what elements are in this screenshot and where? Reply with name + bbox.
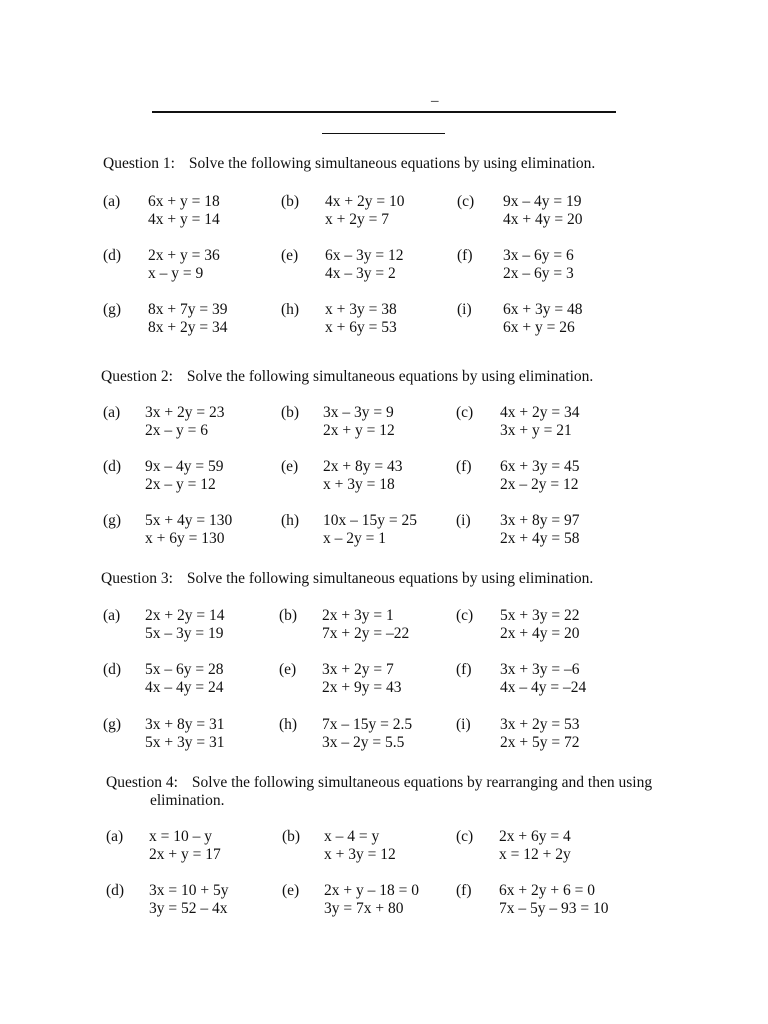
equation-2: 4x – 3y = 2 (325, 265, 396, 282)
equation-2: 2x – y = 6 (145, 422, 208, 439)
equation-1: 9x – 4y = 19 (503, 193, 582, 210)
equation-2: 3x + y = 21 (500, 422, 572, 439)
question-heading (101, 570, 593, 588)
question-instruction: Solve the following simultaneous equations by using elimination. (186, 368, 594, 385)
equation-2: 4x + y = 14 (148, 211, 220, 228)
question-heading (106, 774, 652, 792)
item-label: (f) (456, 661, 472, 678)
item-label: (a) (103, 193, 121, 210)
equation-1: x – 4 = y (324, 828, 380, 845)
equation-2: x + 6y = 130 (145, 530, 225, 547)
equation-1: 4x + 2y = 10 (325, 193, 405, 210)
equation-1: 3x + 3y = –6 (500, 661, 580, 678)
equation-2: 2x + 4y = 58 (500, 530, 580, 547)
item-label: (g) (103, 301, 122, 318)
equation-2: x = 12 + 2y (499, 846, 571, 863)
item-label: (i) (457, 301, 472, 318)
question-label: Question 1: (103, 155, 175, 172)
item-label: (c) (456, 828, 474, 845)
equation-2: x + 2y = 7 (325, 211, 389, 228)
equation-2: 7x + 2y = –22 (322, 625, 410, 642)
equation-1: 2x + y – 18 = 0 (324, 882, 419, 899)
equation-1: 3x – 3y = 9 (323, 404, 394, 421)
item-label: (a) (103, 607, 121, 624)
equation-1: 2x + y = 36 (148, 247, 220, 264)
subtitle-underline (322, 133, 445, 134)
equation-1: 3x + 8y = 31 (145, 716, 225, 733)
item-label: (f) (456, 882, 472, 899)
question-instruction: Solve the following simultaneous equations by rearranging and then using (191, 774, 653, 791)
equation-2: 2x + y = 17 (149, 846, 221, 863)
equation-2: x + 3y = 12 (324, 846, 396, 863)
item-label: (d) (106, 882, 125, 899)
equation-1: 3x + 8y = 97 (500, 512, 580, 529)
equation-1: x = 10 – y (149, 828, 212, 845)
equation-2: 3y = 7x + 80 (324, 900, 404, 917)
equation-2: 5x + 3y = 31 (145, 734, 225, 751)
question-instruction: Solve the following simultaneous equations by using elimination. (188, 155, 596, 172)
item-label: (e) (282, 882, 300, 899)
question-heading (101, 368, 593, 386)
equation-1: 3x + 2y = 23 (145, 404, 225, 421)
equation-1: 6x + y = 18 (148, 193, 220, 210)
item-label: (e) (281, 458, 299, 475)
title-underline (152, 111, 616, 113)
item-label: (b) (281, 404, 300, 421)
header-dash: – (431, 93, 439, 109)
equation-2: x – 2y = 1 (323, 530, 386, 547)
item-label: (d) (103, 247, 122, 264)
equation-1: 8x + 7y = 39 (148, 301, 228, 318)
equation-1: 6x + 3y = 45 (500, 458, 580, 475)
item-label: (f) (457, 247, 473, 264)
equation-2: 2x + 5y = 72 (500, 734, 580, 751)
equation-2: 2x – 2y = 12 (500, 476, 579, 493)
equation-2: 2x + y = 12 (323, 422, 395, 439)
item-label: (f) (456, 458, 472, 475)
item-label: (g) (103, 512, 122, 529)
question-heading (103, 155, 595, 173)
equation-2: x + 6y = 53 (325, 319, 397, 336)
item-label: (c) (456, 607, 474, 624)
equation-2: 4x – 4y = 24 (145, 679, 224, 696)
item-label: (b) (279, 607, 298, 624)
item-label: (b) (281, 193, 300, 210)
item-label: (c) (456, 404, 474, 421)
item-label: (c) (457, 193, 475, 210)
equation-2: x – y = 9 (148, 265, 204, 282)
equation-1: x + 3y = 38 (325, 301, 397, 318)
equation-1: 4x + 2y = 34 (500, 404, 580, 421)
equation-1: 3x – 6y = 6 (503, 247, 574, 264)
item-label: (i) (456, 716, 471, 733)
equation-1: 3x = 10 + 5y (149, 882, 229, 899)
item-label: (d) (103, 661, 122, 678)
equation-2: 4x + 4y = 20 (503, 211, 583, 228)
equation-2: x + 3y = 18 (323, 476, 395, 493)
equation-2: 6x + y = 26 (503, 319, 575, 336)
question-label: Question 2: (101, 368, 173, 385)
equation-1: 7x – 15y = 2.5 (322, 716, 413, 733)
equation-1: 2x + 2y = 14 (145, 607, 225, 624)
item-label: (b) (282, 828, 301, 845)
equation-2: 7x – 5y – 93 = 10 (499, 900, 609, 917)
item-label: (e) (279, 661, 297, 678)
item-label: (a) (103, 404, 121, 421)
item-label: (e) (281, 247, 299, 264)
equation-1: 6x – 3y = 12 (325, 247, 404, 264)
question-instruction-continued: elimination. (150, 792, 225, 809)
equation-1: 10x – 15y = 25 (323, 512, 417, 529)
equation-1: 5x + 3y = 22 (500, 607, 580, 624)
equation-1: 9x – 4y = 59 (145, 458, 224, 475)
equation-2: 4x – 4y = –24 (500, 679, 587, 696)
item-label: (h) (281, 512, 300, 529)
equation-1: 6x + 2y + 6 = 0 (499, 882, 595, 899)
equation-2: 2x – 6y = 3 (503, 265, 574, 282)
equation-2: 2x – y = 12 (145, 476, 216, 493)
equation-1: 6x + 3y = 48 (503, 301, 583, 318)
item-label: (h) (281, 301, 300, 318)
equation-2: 2x + 9y = 43 (322, 679, 402, 696)
equation-1: 2x + 3y = 1 (322, 607, 394, 624)
question-label: Question 3: (101, 570, 173, 587)
equation-2: 8x + 2y = 34 (148, 319, 228, 336)
item-label: (a) (106, 828, 124, 845)
equation-1: 5x + 4y = 130 (145, 512, 233, 529)
question-instruction: Solve the following simultaneous equations by using elimination. (186, 570, 594, 587)
equation-2: 3y = 52 – 4x (149, 900, 228, 917)
equation-2: 5x – 3y = 19 (145, 625, 224, 642)
item-label: (g) (103, 716, 122, 733)
question-label: Question 4: (106, 774, 178, 791)
equation-1: 5x – 6y = 28 (145, 661, 224, 678)
equation-1: 3x + 2y = 7 (322, 661, 394, 678)
item-label: (d) (103, 458, 122, 475)
equation-2: 2x + 4y = 20 (500, 625, 580, 642)
item-label: (h) (279, 716, 298, 733)
equation-2: 3x – 2y = 5.5 (322, 734, 405, 751)
equation-1: 3x + 2y = 53 (500, 716, 580, 733)
item-label: (i) (456, 512, 471, 529)
equation-1: 2x + 6y = 4 (499, 828, 571, 845)
equation-1: 2x + 8y = 43 (323, 458, 403, 475)
